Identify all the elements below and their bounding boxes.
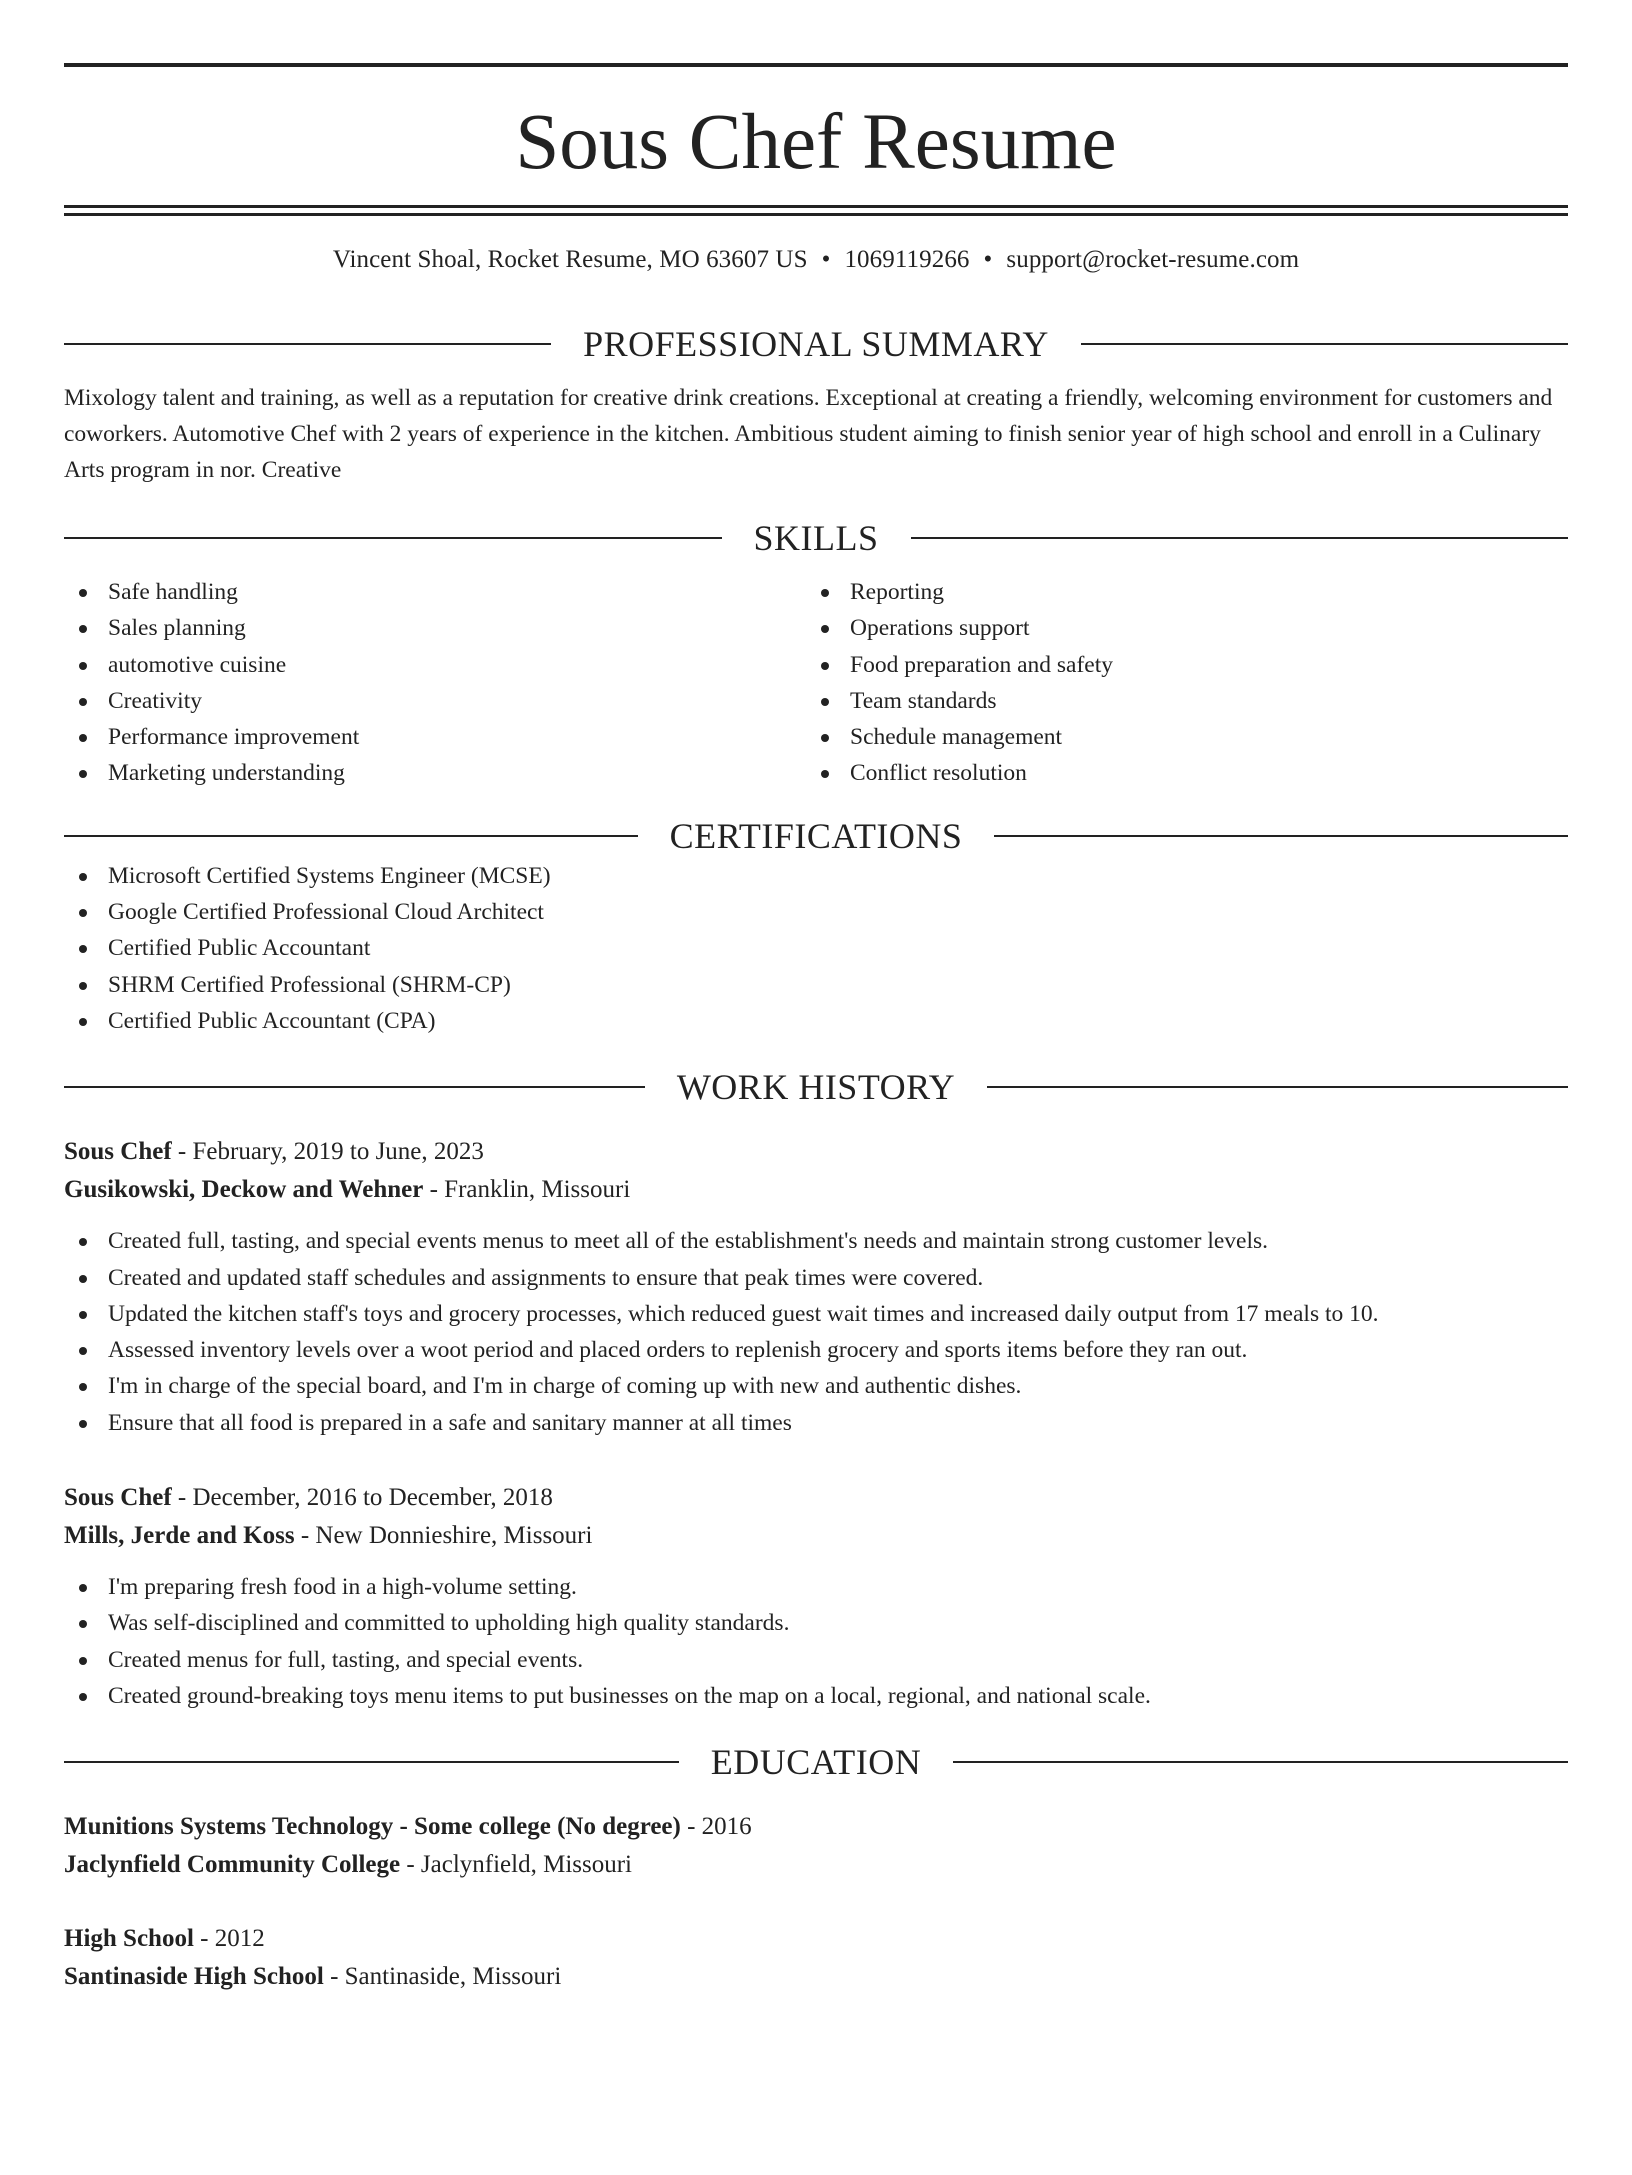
heading-rule bbox=[1081, 343, 1568, 345]
skill-item: Sales planning bbox=[64, 610, 806, 646]
skill-item: Conflict resolution bbox=[806, 755, 1548, 791]
certification-item: SHRM Certified Professional (SHRM-CP) bbox=[64, 967, 1568, 1003]
job-company: Mills, Jerde and Koss bbox=[64, 1522, 295, 1550]
heading-rule bbox=[64, 1086, 645, 1088]
section-heading-education bbox=[64, 1740, 1568, 1784]
job-title: Sous Chef bbox=[64, 1138, 172, 1166]
top-rule bbox=[64, 63, 1568, 67]
skill-item: Team standards bbox=[806, 683, 1548, 719]
section-title: EDUCATION bbox=[710, 1742, 922, 1783]
resume-title: Sous Chef Resume bbox=[515, 99, 1117, 186]
title-double-rule bbox=[64, 205, 1568, 216]
skills-grid bbox=[64, 574, 1568, 792]
job-duty-item: I'm preparing fresh food in a high-volume setting. bbox=[64, 1569, 1568, 1605]
heading-rule bbox=[987, 1086, 1568, 1088]
certification-item: Certified Public Accountant (CPA) bbox=[64, 1003, 1568, 1039]
job-company-line bbox=[64, 1517, 1568, 1555]
section-heading-skills bbox=[64, 516, 1568, 560]
education-entry bbox=[64, 1808, 1568, 1884]
education-degree: Munitions Systems Technology - Some college (No degree) bbox=[64, 1813, 681, 1841]
skill-item: Operations support bbox=[806, 610, 1548, 646]
contact-phone: 1069119266 bbox=[844, 246, 970, 273]
contact-email: support@rocket-resume.com bbox=[1006, 246, 1300, 273]
education-list bbox=[64, 1808, 1568, 1996]
education-location: - Santinaside, Missouri bbox=[323, 1963, 562, 1991]
education-school: Santinaside High School bbox=[64, 1963, 324, 1991]
job-location: - New Donnieshire, Missouri bbox=[294, 1522, 593, 1550]
certification-item: Google Certified Professional Cloud Architect bbox=[64, 894, 1568, 930]
section-heading-work-history bbox=[64, 1065, 1568, 1109]
education-degree: High School bbox=[64, 1925, 194, 1953]
job-title: Sous Chef bbox=[64, 1484, 172, 1512]
heading-rule bbox=[64, 1761, 679, 1763]
section-title: PROFESSIONAL SUMMARY bbox=[583, 324, 1049, 364]
job-duty-item: Created menus for full, tasting, and special events. bbox=[64, 1642, 1568, 1678]
section-heading-certifications bbox=[64, 814, 1568, 858]
heading-rule bbox=[953, 1761, 1568, 1763]
job-duty-item: Created and updated staff schedules and assignments to ensure that peak times were covered. bbox=[64, 1260, 1568, 1296]
heading-rule bbox=[911, 537, 1569, 539]
job-duties-list bbox=[64, 1569, 1568, 1714]
heading-rule bbox=[994, 835, 1568, 837]
skill-item: Safe handling bbox=[64, 574, 806, 610]
skill-item: Reporting bbox=[806, 574, 1548, 610]
skill-item: automotive cuisine bbox=[64, 647, 806, 683]
job-title-line bbox=[64, 1479, 1568, 1517]
contact-line bbox=[64, 246, 1568, 286]
certifications-list bbox=[64, 858, 1568, 1039]
section-title: CERTIFICATIONS bbox=[669, 815, 963, 856]
education-school-line bbox=[64, 1846, 1568, 1884]
job-duty-item: Created ground-breaking toys menu items to put businesses on the map on a local, regional, and national scale. bbox=[64, 1678, 1568, 1714]
education-year: - 2012 bbox=[193, 1925, 265, 1953]
skills-list-left bbox=[64, 574, 806, 792]
section-title: WORK HISTORY bbox=[676, 1067, 956, 1108]
job-company: Gusikowski, Deckow and Wehner bbox=[64, 1176, 424, 1204]
job-duty-item: Assessed inventory levels over a woot period and placed orders to replenish grocery and sports items before they ran out. bbox=[64, 1332, 1568, 1368]
skill-item: Performance improvement bbox=[64, 719, 806, 755]
contact-separator: • bbox=[983, 246, 993, 273]
job-duty-item: Updated the kitchen staff's toys and grocery processes, which reduced guest wait times and increased daily output from 17 meals to 10. bbox=[64, 1296, 1568, 1332]
skill-item: Marketing understanding bbox=[64, 755, 806, 791]
job-location: - Franklin, Missouri bbox=[423, 1176, 631, 1204]
education-degree-line bbox=[64, 1808, 1568, 1846]
section-heading-summary bbox=[64, 322, 1568, 366]
skills-list-right bbox=[806, 574, 1548, 792]
skill-item: Food preparation and safety bbox=[806, 647, 1548, 683]
job-title-line bbox=[64, 1133, 1568, 1171]
job-duty-item: Created full, tasting, and special events menus to meet all of the establishment's needs and maintain strong customer levels. bbox=[64, 1223, 1568, 1259]
section-title: SKILLS bbox=[753, 518, 879, 558]
job-dates: - December, 2016 to December, 2018 bbox=[171, 1484, 553, 1512]
education-year: - 2016 bbox=[680, 1813, 752, 1841]
job-entry bbox=[64, 1479, 1568, 1714]
education-entry bbox=[64, 1920, 1568, 1996]
contact-address: Vincent Shoal, Rocket Resume, MO 63607 US bbox=[332, 246, 808, 273]
resume-page bbox=[0, 63, 1632, 2175]
education-school: Jaclynfield Community College bbox=[64, 1851, 401, 1879]
skill-item: Schedule management bbox=[806, 719, 1548, 755]
job-company-line bbox=[64, 1171, 1568, 1209]
job-entry bbox=[64, 1133, 1568, 1441]
work-history-list bbox=[64, 1133, 1568, 1714]
education-degree-line bbox=[64, 1920, 1568, 1958]
job-duty-item: Ensure that all food is prepared in a safe and sanitary manner at all times bbox=[64, 1405, 1568, 1441]
job-duty-item: I'm in charge of the special board, and I'm in charge of coming up with new and authentic dishes. bbox=[64, 1368, 1568, 1404]
job-duty-item: Was self-disciplined and committed to upholding high quality standards. bbox=[64, 1605, 1568, 1641]
education-location: - Jaclynfield, Missouri bbox=[400, 1851, 633, 1879]
job-duties-list bbox=[64, 1223, 1568, 1441]
heading-rule bbox=[64, 537, 722, 539]
certification-item: Certified Public Accountant bbox=[64, 930, 1568, 966]
contact-separator: • bbox=[821, 246, 831, 273]
skill-item: Creativity bbox=[64, 683, 806, 719]
education-school-line bbox=[64, 1958, 1568, 1996]
heading-rule bbox=[64, 343, 551, 345]
summary-text: Mixology talent and training, as well as a reputation for creative drink creations. Exceptional at creating a friendly, welcoming environment for customers and coworkers. Automotive Chef with 2 years of experience in the kitchen. Ambitious student aiming to finish senior year of high school and enroll in a Culinary Arts program in nor. Creative bbox=[64, 385, 1553, 483]
heading-rule bbox=[64, 835, 638, 837]
job-dates: - February, 2019 to June, 2023 bbox=[171, 1138, 484, 1166]
certification-item: Microsoft Certified Systems Engineer (MCSE) bbox=[64, 858, 1568, 894]
